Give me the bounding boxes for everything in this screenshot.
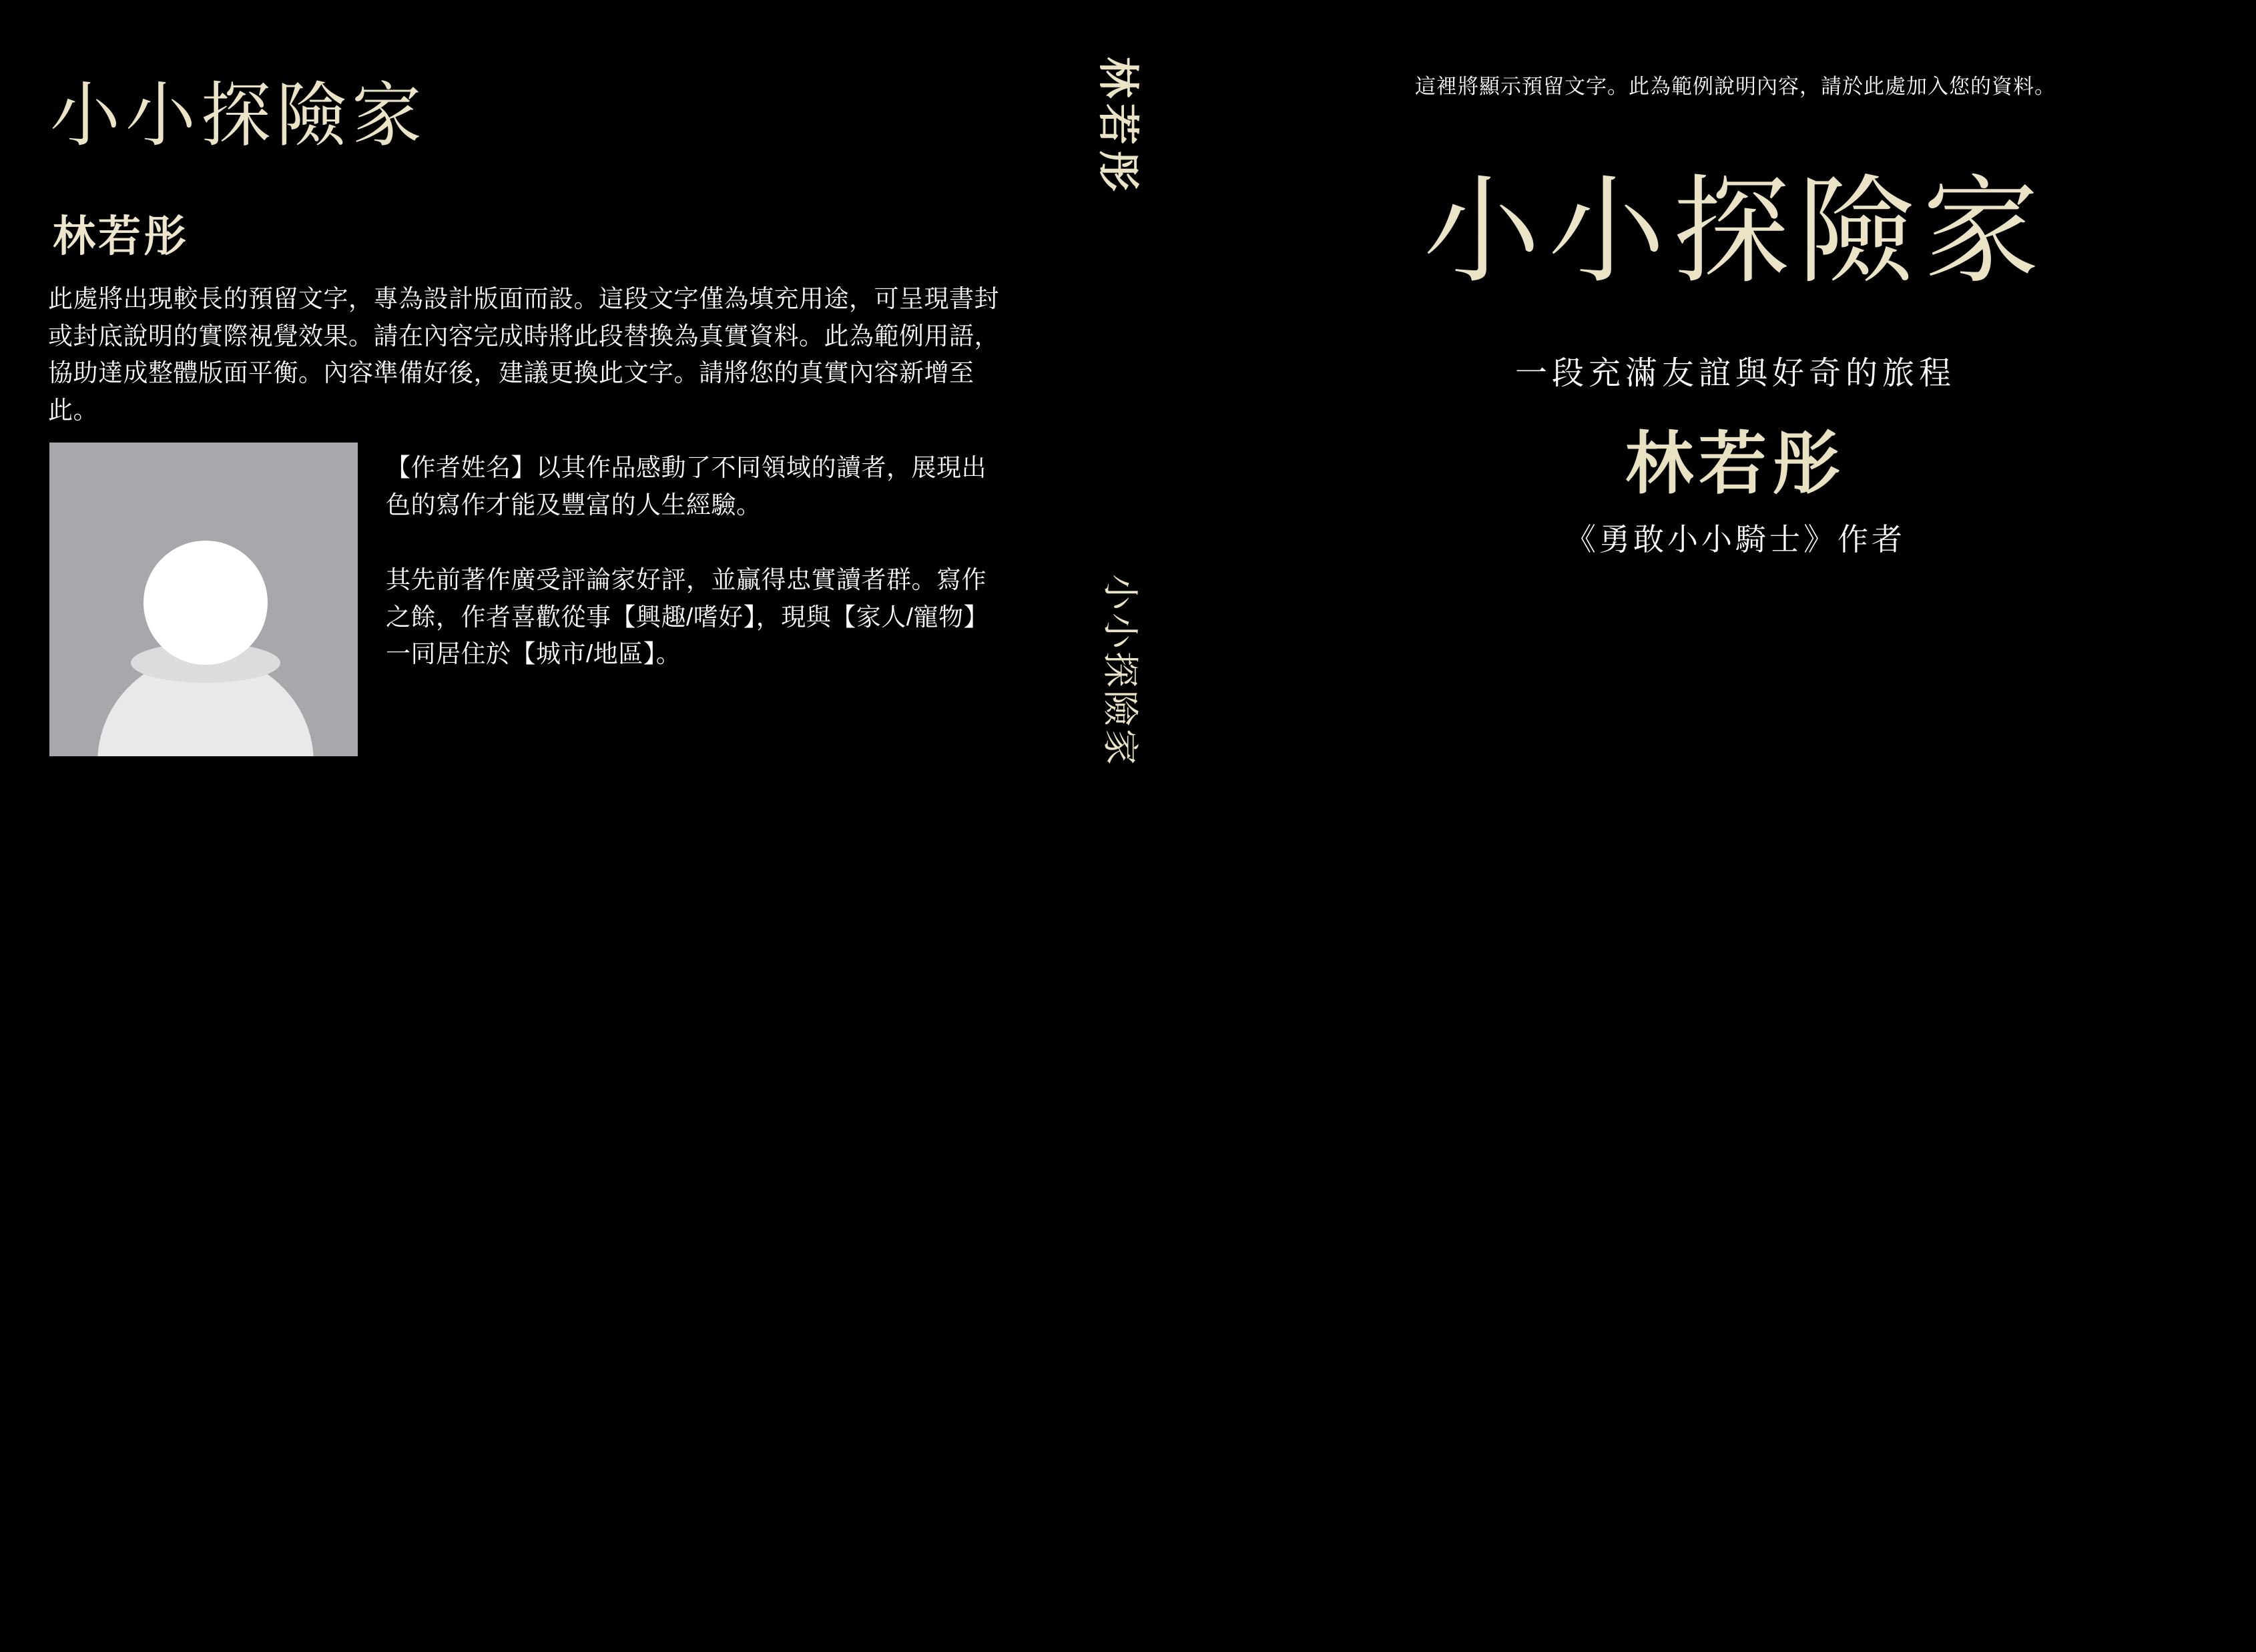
author-bio-paragraph-1: 【作者姓名】以其作品感動了不同領域的讀者，展現出色的寫作才能及豐富的人生經驗。 xyxy=(386,454,986,519)
front-cover-subtitle: 一段充滿友誼與好奇的旅程 xyxy=(1514,356,1956,391)
front-cover-previous-work-credit: 《勇敢小小騎士》作者 xyxy=(1565,523,1906,557)
author-bio xyxy=(386,449,990,711)
author-photo-placeholder xyxy=(49,443,358,756)
person-head-shape xyxy=(144,541,268,665)
front-cover-author-name: 林若彤 xyxy=(1625,427,1846,503)
back-cover-author-name: 林若彤 xyxy=(53,213,189,260)
back-cover-description: 此處將出現較長的預留文字，專為設計版面而設。這段文字僅為填充用途，可呈現書封或封底說明的實際視覺效果。請在內容完成時將此段替換為真實資料。此為範例用語，協助達成整體版面平衡。內容準備好後，建議更換此文字。請將您的真實內容新增至此。 xyxy=(48,285,999,424)
spine-title: 小小探險家 xyxy=(1100,574,1140,768)
author-bio-paragraph-2: 其先前著作廣受評論家好評，並贏得忠實讀者群。寫作之餘，作者喜歡從事【興趣/嗜好】，現與【家人/寵物】一同居住於【城市/地區】。 xyxy=(386,566,989,667)
person-silhouette-icon xyxy=(49,443,358,756)
front-cover-title: 小小探險家 xyxy=(1423,168,2048,297)
front-cover xyxy=(1215,0,2256,1652)
front-cover-placeholder-note: 這裡將顯示預留文字。此為範例說明內容，請於此處加入您的資料。 xyxy=(1415,75,2056,98)
spine-author-name: 林若彤 xyxy=(1095,57,1140,198)
back-cover-title: 小小探險家 xyxy=(50,77,428,155)
